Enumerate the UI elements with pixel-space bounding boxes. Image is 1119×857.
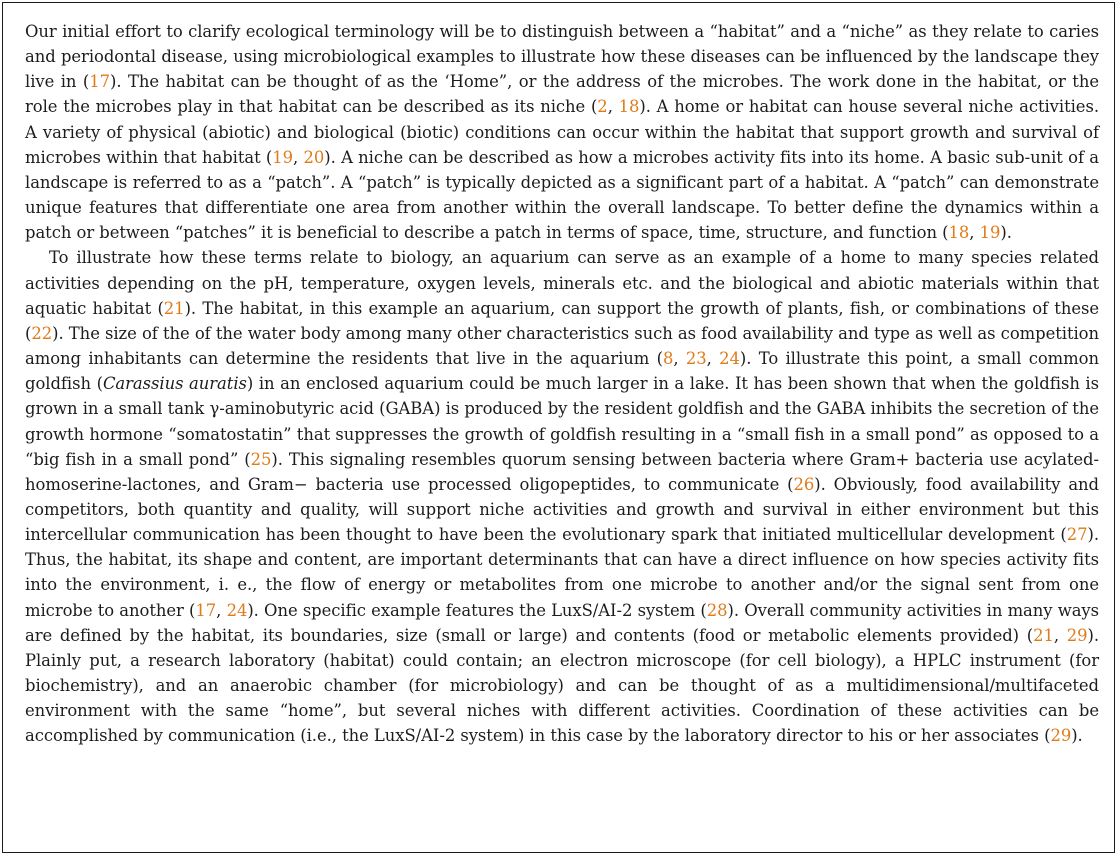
body-text: , xyxy=(969,223,980,243)
citation-link-29[interactable]: 29 xyxy=(1050,726,1072,746)
citation-link-21[interactable]: 21 xyxy=(163,298,185,318)
body-text: ). xyxy=(1000,223,1012,243)
citation-link-22[interactable]: 22 xyxy=(31,323,53,343)
body-text: , xyxy=(673,349,686,369)
citation-link-25[interactable]: 25 xyxy=(250,449,272,469)
article-body xyxy=(25,19,1099,749)
body-text: ). To illustrate this point, a small common goldfish ( xyxy=(25,349,1099,394)
body-text: ). This signaling resembles quorum sensing between bacteria where Gram+ bacteria use acylated-homoserine-lactones, and Gram− bacteria use processed oligopeptides, to communicate ( xyxy=(25,449,1099,494)
body-text: , xyxy=(607,97,619,117)
citation-link-18[interactable]: 18 xyxy=(618,97,640,117)
citation-link-26[interactable]: 26 xyxy=(793,474,815,494)
citation-link-19[interactable]: 19 xyxy=(272,147,294,167)
citation-link-19[interactable]: 19 xyxy=(979,223,1001,243)
citation-link-2[interactable]: 2 xyxy=(597,97,608,117)
species-name: Carassius auratis xyxy=(102,374,247,394)
body-text: ). Obviously, food availability and competitors, both quantity and quality, will support niche activities and growth and survival in either environment but this intercellular communication has been thought to have been the evolutionary spark that initiated multicellular development ( xyxy=(25,474,1099,545)
paragraph-aquarium-example xyxy=(25,245,1099,748)
citation-link-23[interactable]: 23 xyxy=(685,349,707,369)
body-text: ). A home or habitat can house several niche activities. A variety of physical (abiotic) and biological (biotic) conditions can occur within the habitat that support growth and survival of microbes within that habitat ( xyxy=(25,97,1099,167)
body-text: , xyxy=(293,147,304,167)
body-text: Our initial effort to clarify ecological terminology will be to distinguish between a “habitat” and a “niche” as they relate to caries and periodontal disease, using microbiological examples to illustrate how these diseases can be influenced by the landscape they live in ( xyxy=(25,22,1099,92)
body-text: ). xyxy=(1071,726,1083,746)
citation-link-24[interactable]: 24 xyxy=(719,349,740,369)
body-text: ). Plainly put, a research laboratory (habitat) could contain; an electron microscope (for cell biology), a HPLC instrument (for biochemistry), and an anaerobic chamber (for microbiology) and can be thought of as a multidimensional/multifaceted environment with the same “home”, but several niches with different activities. Coordination of these activities can be accomplished by communication (i.e., the LuxS/AI-2 system) in this case by the laboratory director to his or her associates ( xyxy=(25,625,1099,746)
citation-link-21[interactable]: 21 xyxy=(1033,625,1054,645)
body-text: ) in an enclosed aquarium could be much larger in a lake. It has been shown that when the goldfish is grown in a small tank γ-aminobutyric acid (GABA) is produced by the resident goldfish and the GABA inhibits the secretion of the growth hormone “somatostatin” that suppresses the growth of goldfish resulting in a “small fish in a small pond” as opposed to a “big fish in a small pond” ( xyxy=(25,374,1099,469)
body-text: ). The habitat, in this example an aquarium, can support the growth of plants, fish, or combinations of these ( xyxy=(25,298,1100,343)
citation-link-17[interactable]: 17 xyxy=(89,72,111,92)
body-text: ). The size of the of the water body among many other characteristics such as food availability and type as well as competition among inhabitants can determine the residents that live in the aquarium ( xyxy=(25,323,1099,369)
citation-link-17[interactable]: 17 xyxy=(195,600,217,620)
citation-link-27[interactable]: 27 xyxy=(1066,525,1088,545)
citation-link-20[interactable]: 20 xyxy=(303,147,325,167)
paragraph-habitat-niche xyxy=(25,19,1099,245)
citation-link-28[interactable]: 28 xyxy=(706,600,728,620)
body-text: ). Overall community activities in many ways are defined by the habitat, its boundaries, size (small or large) and contents (food or metabolic elements provided) ( xyxy=(25,600,1099,645)
body-text: ). A niche can be described as how a microbes activity fits into its home. A basic sub-unit of a landscape is referred to as a “patch”. A “patch” is typically depicted as a significant part of a habitat. A “patch” can demonstrate unique features that differentiate one area from another within the overall landscape. To better define the dynamics within a patch or between “patches” it is beneficial to describe a patch in terms of space, time, structure, and function ( xyxy=(25,147,1099,243)
body-text: , xyxy=(1053,625,1067,645)
citation-link-8[interactable]: 8 xyxy=(662,349,674,369)
body-text: ). The habitat can be thought of as the ‘Home”, or the address of the microbes. The work done in the habitat, or the role the microbes play in that habitat can be described as its niche ( xyxy=(25,72,1099,117)
body-text: ). Thus, the habitat, its shape and content, are important determinants that can have a direct influence on how species activity fits into the environment, i. e., the flow of energy or metabolites from one microbe to another and/or the signal sent from one microbe to another ( xyxy=(25,525,1099,620)
citation-link-24[interactable]: 24 xyxy=(226,600,248,620)
body-text: , xyxy=(216,600,227,620)
body-text: ). One specific example features the LuxS/AI-2 system ( xyxy=(247,600,707,620)
body-text: , xyxy=(706,349,720,369)
citation-link-18[interactable]: 18 xyxy=(948,223,970,243)
citation-link-29[interactable]: 29 xyxy=(1066,625,1088,645)
body-text: To illustrate how these terms relate to biology, an aquarium can serve as an example of a home to many species related activities depending on the pH, temperature, oxygen levels, minerals etc. and the biological and abiotic materials within that aquatic habitat ( xyxy=(25,248,1099,318)
